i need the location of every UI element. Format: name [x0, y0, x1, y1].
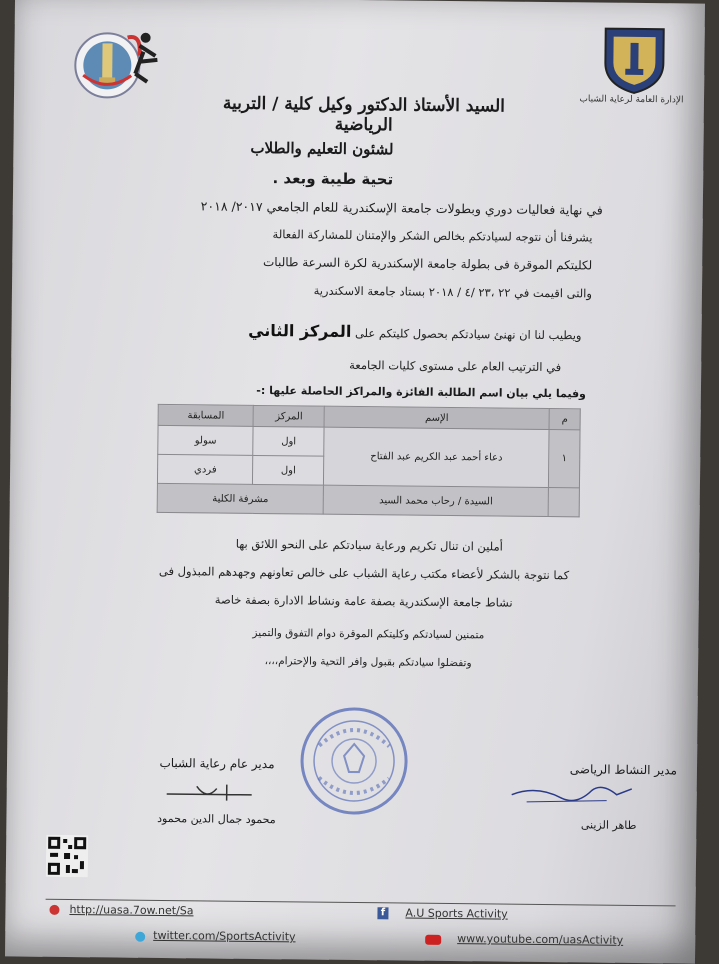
congrats-position: المركز الثاني: [248, 320, 352, 341]
left-signature-icon: [157, 780, 267, 805]
greeting: تحية طيبة وبعد .: [272, 169, 394, 189]
header-num: م: [549, 409, 580, 430]
header-competition: المسابقة: [158, 404, 254, 426]
body-line-4: والتى اقيمت في ٢٢ ،٢٣ /٤ / ٢٠١٨ بستاد جامعة الاسكندرية: [313, 283, 593, 301]
cell-position: اول: [253, 426, 324, 456]
cell-competition: فردي: [157, 454, 253, 484]
closing-line-2: كما نتوجة بالشكر لأعضاء مكتب رعاية الشباب على خالص تعاونهم وجهدهم المبذول فى: [158, 563, 570, 583]
cell-student-name: دعاء أحمد عبد الكريم عبد الفتاح: [324, 427, 550, 487]
letter-title: السيد الأستاذ الدكتور وكيل كلية / التربية الرياضية: [222, 93, 506, 136]
closing-line-1: أملين ان تنال تكريم ورعاية سيادتكم على النحو اللائق بها: [235, 536, 503, 554]
twitter-link[interactable]: twitter.com/SportsActivity: [153, 928, 296, 944]
facebook-icon: f: [377, 907, 388, 919]
qr-code-icon: [46, 835, 88, 877]
website-icon: [49, 905, 59, 915]
left-signature-title: مدير عام رعاية الشباب: [159, 755, 275, 772]
youtube-link[interactable]: www.youtube.com/uasActivity: [457, 932, 624, 947]
youth-care-shield-logo: [599, 23, 670, 96]
right-signature-name: طاهر الزينى: [580, 818, 637, 832]
facebook-link[interactable]: A.U Sports Activity: [405, 906, 508, 921]
body-line-2: يشرفنا أن نتوجه لسيادتكم بخالص الشكر والإمتنان للمشاركة الفعالة: [272, 227, 593, 245]
website-link[interactable]: http://uasa.7ow.net/Sa: [69, 903, 194, 918]
ranking-line: في الترتيب العام على مستوى كليات الجامعة: [349, 357, 562, 375]
table-supervisor-row: [157, 483, 579, 516]
cell-supervisor-name: السيدة / رحاب محمد السيد: [323, 485, 548, 516]
paper-sheet: [5, 0, 705, 964]
cell-supervisor-label: مشرفة الكلية: [157, 483, 323, 514]
twitter-icon: [135, 932, 145, 942]
header-name: الإسم: [324, 406, 549, 429]
table-intro: وفيما يلي بيان اسم الطالبة الفائزة والمراكز الحاصلة عليها :-: [256, 383, 586, 401]
youtube-icon: [425, 935, 441, 945]
left-signature-name: محمود جمال الدين محمود: [157, 811, 276, 827]
body-line-3: لكليتكم الموقرة فى بطولة جامعة الإسكندرية لكرة السرعة طالبات: [262, 255, 593, 273]
right-signature-icon: [507, 780, 637, 811]
cell-competition: سولو: [158, 425, 254, 455]
right-logo-caption: الإدارة العامة لرعاية الشباب: [579, 94, 684, 106]
closing-line-5: وتفضلوا سيادتكم بقبول وافر التحية والإحترام،،،،: [264, 655, 472, 670]
closing-line-3: نشاط جامعة الإسكندرية بصفة عامة ونشاط الادارة بصفة خاصة: [214, 592, 513, 610]
cell-position: اول: [253, 455, 324, 485]
letter-subtitle: لشئون التعليم والطلاب: [250, 138, 394, 159]
closing-line-4: متمنين لسيادتكم وكليتكم الموقرة دوام التفوق والتميز: [252, 626, 485, 642]
sports-activity-logo: [69, 15, 170, 111]
cell-num: ١: [549, 430, 580, 488]
header-position: المركز: [254, 405, 325, 427]
results-table: [157, 404, 581, 517]
congrats-prefix: ويطيب لنا ان نهنئ سيادتكم بحصول كليتكم على: [354, 325, 582, 343]
body-line-1: في نهاية فعاليات دوري وبطولات جامعة الإسكندرية للعام الجامعي ٢٠١٧/ ٢٠١٨: [200, 198, 603, 218]
right-signature-title: مدير النشاط الرياضى: [569, 762, 678, 778]
table-row: [158, 425, 580, 458]
official-stamp-icon: [298, 705, 409, 816]
congrats-line: [161, 320, 581, 343]
